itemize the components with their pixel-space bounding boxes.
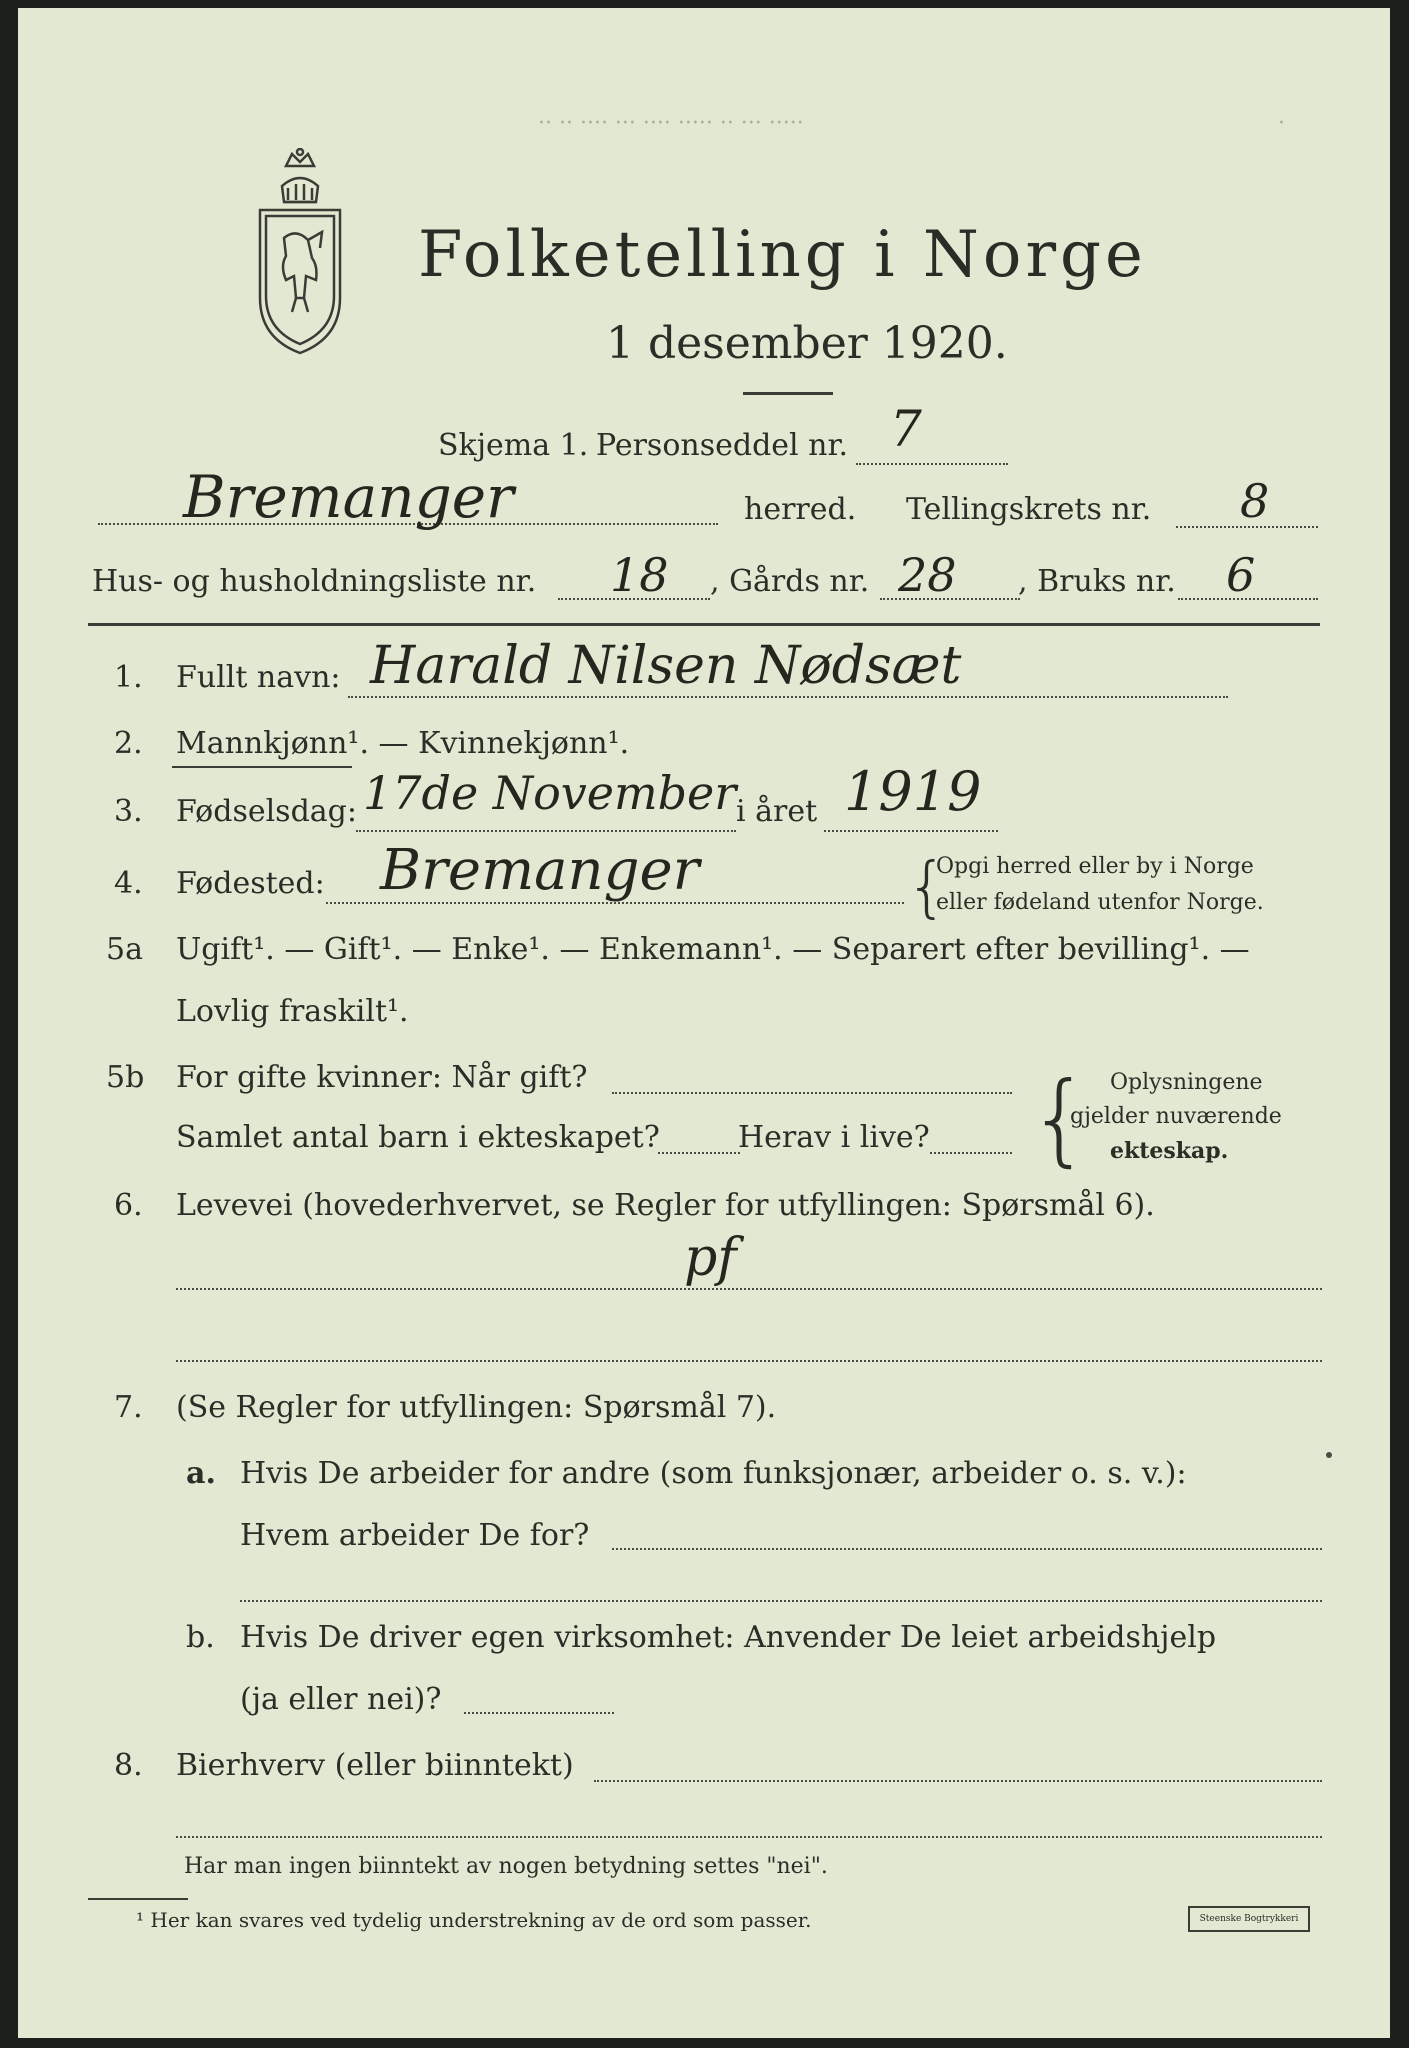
q5a-number: 5a — [106, 932, 143, 967]
gards-value: 28 — [898, 548, 957, 602]
coat-of-arms-icon — [246, 148, 354, 358]
q5b-married-label: For gifte kvinner: Når gift? — [176, 1060, 588, 1095]
q5b-note-line3: ekteskap. — [1110, 1138, 1229, 1164]
q7b-answer-label: (ja eller nei)? — [240, 1682, 442, 1717]
title-rule — [743, 392, 833, 395]
q3-label: Fødselsdag: — [176, 794, 357, 829]
personseddel-label: Personseddel nr. — [596, 428, 849, 463]
personseddel-line — [856, 463, 1008, 465]
q8-number: 8. — [114, 1748, 143, 1783]
tellingskrets-value: 8 — [1240, 474, 1270, 528]
census-date: 1 desember 1920. — [606, 318, 1008, 369]
q1-number: 1. — [114, 660, 143, 695]
q5b-married-line — [612, 1092, 1012, 1094]
hus-label: Hus- og husholdningsliste nr. — [92, 564, 537, 599]
q8-label: Bierhverv (eller biinntekt) — [176, 1748, 574, 1783]
q4-brace: { — [906, 848, 948, 925]
bleed-through-text: ·· ·· ···· ··· ···· ····· ·· ··· ····· — [538, 111, 804, 136]
bleed-through-text: · — [1278, 111, 1285, 136]
q3-value: 17de November — [363, 766, 737, 820]
herred-label: herred. — [744, 492, 857, 527]
q4-label: Fødested: — [176, 866, 325, 901]
q7-number: 7. — [114, 1390, 143, 1425]
gards-label: , Gårds nr. — [710, 564, 870, 599]
census-form-page — [18, 8, 1390, 2038]
q7b-letter: b. — [186, 1620, 215, 1655]
tellingskrets-label: Tellingskrets nr. — [906, 492, 1152, 527]
personseddel-value: 7 — [890, 400, 922, 458]
q7a-extra-line — [240, 1600, 1322, 1602]
q8-note: Har man ingen biinntekt av nogen betydning settes "nei". — [184, 1854, 828, 1879]
paper-mark — [1326, 1452, 1332, 1458]
q1-line — [348, 696, 1228, 698]
q5b-children-line — [658, 1152, 740, 1154]
q4-note-line1: Opgi herred eller by i Norge — [936, 854, 1254, 879]
q1-label: Fullt navn: — [176, 660, 341, 695]
q5b-note-line1: Oplysningene — [1110, 1070, 1263, 1095]
q5a-options: Ugift¹. — Gift¹. — Enke¹. — Enkemann¹. — Separert efter bevilling¹. — — [176, 932, 1250, 967]
q3-year-line — [824, 830, 998, 832]
q7b-answer-line — [464, 1712, 614, 1714]
q4-value: Bremanger — [380, 838, 700, 903]
q5b-brace: { — [1028, 1060, 1092, 1177]
q7a-letter: a. — [186, 1456, 216, 1491]
q6-label: Levevei (hovederhvervet, se Regler for utfyllingen: Spørsmål 6). — [176, 1188, 1155, 1223]
q6-line2 — [176, 1360, 1322, 1362]
q8-line — [594, 1780, 1322, 1782]
q5b-alive-line — [930, 1152, 1012, 1154]
q5b-alive-label: Herav i live? — [738, 1120, 930, 1155]
q5b-note-line2: gjelder nuværende — [1070, 1104, 1282, 1129]
skjema-label: Skjema 1. — [438, 428, 589, 463]
hus-value: 18 — [610, 548, 669, 602]
q7-label: (Se Regler for utfyllingen: Spørsmål 7). — [176, 1390, 777, 1425]
q7a-employer-label: Hvem arbeider De for? — [240, 1518, 590, 1553]
header-divider — [88, 623, 1320, 626]
q4-note-line2: eller fødeland utenfor Norge. — [936, 890, 1264, 915]
q8-extra-line — [176, 1836, 1322, 1838]
bruks-value: 6 — [1226, 548, 1256, 602]
bruks-label: , Bruks nr. — [1018, 564, 1176, 599]
q3-number: 3. — [114, 794, 143, 829]
form-title: Folketelling i Norge — [418, 218, 1147, 292]
q5b-number: 5b — [106, 1060, 145, 1095]
q6-line1 — [176, 1288, 1322, 1290]
footnote-rule — [88, 1898, 188, 1900]
footnote: ¹ Her kan svares ved tydelig understrekning av de ord som passer. — [136, 1908, 812, 1932]
q7a-question: Hvis De arbeider for andre (som funksjonær, arbeider o. s. v.): — [240, 1456, 1187, 1491]
q3-year-label: i året — [736, 794, 818, 829]
q7a-employer-line — [612, 1548, 1322, 1550]
q3-line — [356, 830, 736, 832]
q6-number: 6. — [114, 1188, 143, 1223]
q1-value: Harald Nilsen Nødsæt — [370, 636, 962, 696]
printer-stamp: Steenske Bogtrykkeri — [1188, 1906, 1310, 1932]
herred-value: Bremanger — [183, 463, 514, 531]
q4-number: 4. — [114, 866, 143, 901]
q6-value: pf — [684, 1228, 737, 1288]
q5b-children-label: Samlet antal barn i ekteskapet? — [176, 1120, 660, 1155]
q2-underline — [172, 766, 352, 768]
q2-number: 2. — [114, 726, 143, 761]
q7b-question: Hvis De driver egen virksomhet: Anvender De leiet arbeidshjelp — [240, 1620, 1217, 1655]
q5a-options-cont: Lovlig fraskilt¹. — [176, 994, 409, 1029]
q2-options: Mannkjønn¹. — Kvinnekjønn¹. — [176, 726, 630, 761]
q3-year-value: 1919 — [844, 760, 982, 823]
